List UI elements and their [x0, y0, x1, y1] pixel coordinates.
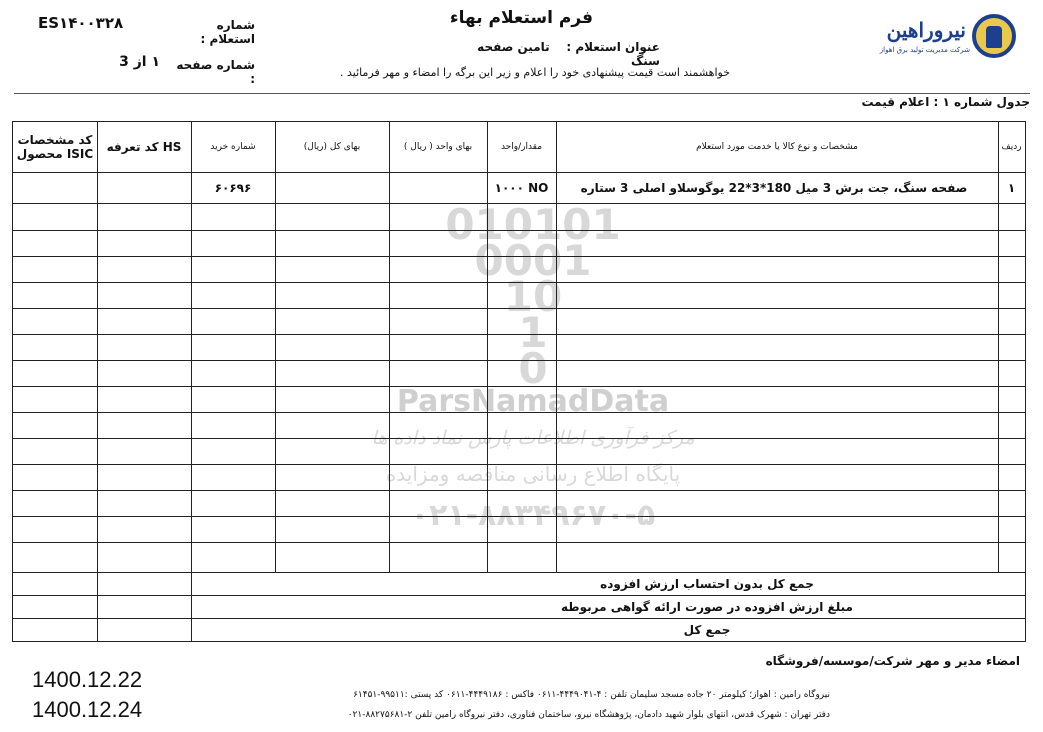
- table-caption: جدول شماره ۱ : اعلام قیمت: [861, 95, 1030, 109]
- isic-code-input[interactable]: [13, 172, 97, 203]
- logo-emblem-icon: [972, 14, 1016, 58]
- inquiry-number-label: شماره استعلام :: [200, 18, 255, 46]
- item-quantity: ۱۰۰۰ NO: [494, 180, 549, 195]
- col-description: مشخصات و نوع کالا یا خدمت مورد استعلام: [696, 142, 858, 152]
- subject-label: عنوان استعلام :: [566, 40, 660, 54]
- col-qty: مقدار/واحد: [500, 142, 543, 152]
- signature-label: امضاء مدیر و مهر شرکت/موسسه/فروشگاه: [765, 654, 1020, 668]
- col-isic: کد مشخصات محصول ISIC: [16, 133, 94, 161]
- date-2: 1400.12.24: [32, 697, 143, 722]
- col-purchase-no: شماره خرید: [210, 142, 256, 152]
- hs-code-input[interactable]: [97, 172, 191, 203]
- price-table: [12, 121, 1026, 642]
- row-number: ۱: [1007, 180, 1016, 195]
- watermark-digits: 010101 0001 10 1 0: [445, 200, 621, 393]
- summary-subtotal-label: جمع کل بدون احتساب ارزش افزوده: [600, 576, 814, 591]
- col-hs: کد تعرفه HS: [106, 140, 182, 154]
- summary-total-label: جمع کل: [683, 622, 731, 637]
- notice-text: خواهشمند است قیمت پیشنهادی خود را اعلام و زیر این برگه را امضاء و مهر فرمائید .: [339, 66, 730, 79]
- col-unit-price: بهای واحد ( ریال ): [403, 142, 473, 152]
- purchase-number: ۶۰۶۹۶: [214, 180, 252, 195]
- page-number-value: ۱ از 3: [119, 54, 160, 70]
- unit-price-input[interactable]: [389, 172, 487, 203]
- form-title: فرم استعلام بهاء: [449, 8, 594, 28]
- watermark-line1: مرکز فرآوری اطلاعات پارس نماد داده ها: [371, 427, 695, 449]
- summary-vat-label: مبلغ ارزش افزوده در صورت ارائه گواهی مربوطه: [561, 599, 853, 614]
- header-divider: [14, 93, 1030, 94]
- watermark-phone: ۰۲۱-۸۸۳۴۹۶۷۰-۵: [410, 498, 656, 533]
- inquiry-number-value: ES۱۴۰۰۳۲۸: [38, 14, 124, 32]
- watermark-brand: ParsNamadData: [396, 384, 670, 419]
- logo-name: نیروراهین: [886, 18, 966, 42]
- address-tehran: دفتر تهران : شهرک قدس، انتهای بلوار شهید دادمان، پژوهشگاه نیرو، ساختمان فناوری، دفتر نیروگاه رامین تلفن ۲-۸۸۲۷۵۶۸۱-۰۲۱: [347, 710, 830, 720]
- inquiry-subject: [460, 40, 660, 68]
- company-logo: [862, 14, 1022, 64]
- subject-value: تامین صفحه سنگ: [477, 40, 660, 68]
- item-description: صفحه سنگ، جت برش 3 میل 180*3*22 یوگوسلاو اصلی 3 ستاره: [580, 180, 968, 195]
- total-price-input[interactable]: [275, 172, 389, 203]
- col-row: ردیف: [1001, 142, 1022, 152]
- address-plant: نیروگاه رامین : اهواز؛ کیلومتر ۲۰ جاده مسجد سلیمان تلفن : ۴-۴۴۴۹۰۴۱-۰۶۱۱ فاکس : ۴۴۴۹۱۸۶-۰۶۱۱ کد پستی :۹۹۵۱۱-۶۱۴۵۱: [353, 690, 830, 700]
- watermark-line2: پایگاه اطلاع رسانی مناقصه ومزایده: [385, 462, 681, 486]
- logo-subtitle: شرکت مدیریت تولید برق اهواز: [879, 46, 970, 54]
- date-1: 1400.12.22: [32, 667, 143, 692]
- col-total-price: بهای کل (ریال): [303, 142, 361, 152]
- page-number-label: شماره صفحه :: [176, 58, 255, 86]
